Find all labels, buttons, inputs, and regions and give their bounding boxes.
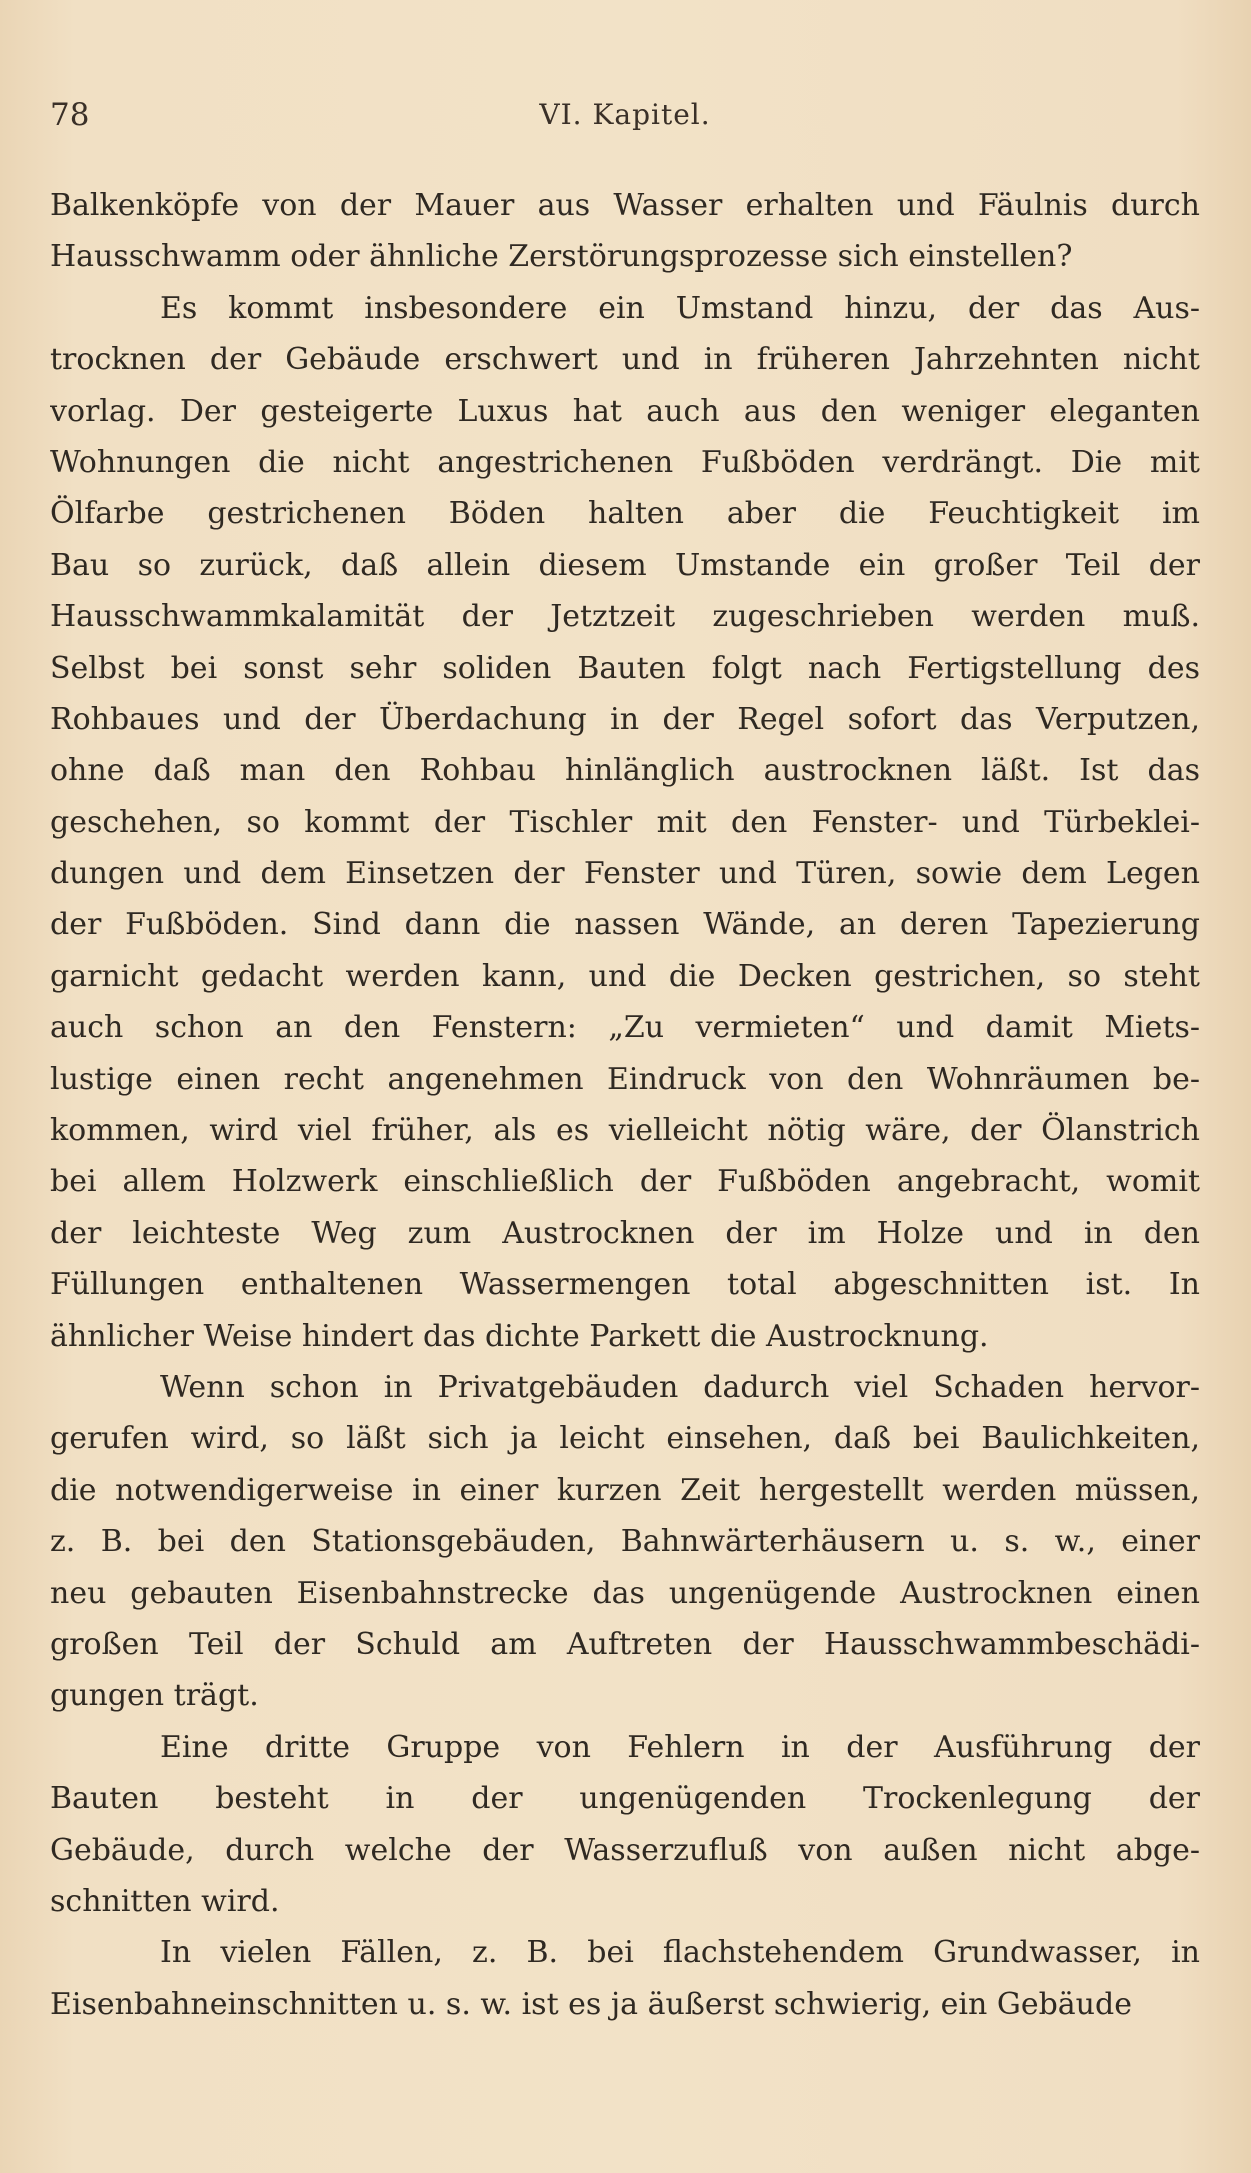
text-line: Wenn schon in Privatgebäuden dadurch viel Schaden hervor- (160, 1369, 1200, 1405)
paragraph (50, 1722, 1200, 1928)
text-line: der Fußböden. Sind dann die nassen Wände, an deren Tapezierung (50, 907, 1200, 943)
text-line: dungen und dem Einsetzen der Fenster und Türen, sowie dem Legen (50, 856, 1200, 892)
text-line: Ölfarbe gestrichenen Böden halten aber die Feuchtigkeit im (50, 496, 1200, 532)
text-line: lustige einen recht angenehmen Eindruck von den Wohnräumen be- (50, 1061, 1200, 1097)
text-line: gerufen wird, so läßt sich ja leicht einsehen, daß bei Baulichkeiten, (50, 1421, 1200, 1457)
text-line: Eine dritte Gruppe von Fehlern in der Ausführung der (160, 1729, 1200, 1765)
text-line: neu gebauten Eisenbahnstrecke das ungenügende Austrocknen einen (50, 1575, 1200, 1611)
text-line: schnitten wird. (50, 1883, 280, 1919)
text-line: trocknen der Gebäude erschwert und in früheren Jahrzehnten nicht (50, 342, 1200, 378)
text-line: Wohnungen die nicht angestrichenen Fußböden verdrängt. Die mit (50, 444, 1200, 480)
text-line: großen Teil der Schuld am Auftreten der Hausschwammbeschädi- (50, 1626, 1200, 1662)
text-line: vorlag. Der gesteigerte Luxus hat auch aus den weniger eleganten (50, 393, 1200, 429)
paragraph (50, 283, 1200, 1362)
running-head: VI. Kapitel. (539, 98, 711, 131)
text-line: z. B. bei den Stationsgebäuden, Bahnwärterhäusern u. s. w., einer (50, 1524, 1200, 1560)
text-line: Es kommt insbesondere ein Umstand hinzu, der das Aus- (160, 290, 1200, 326)
text-line: Gebäude, durch welche der Wasserzufluß von außen nicht abge- (50, 1832, 1200, 1868)
page-number: 78 (50, 97, 90, 133)
text-line: ohne daß man den Rohbau hinlänglich austrocknen läßt. Ist das (50, 753, 1200, 789)
text-line: gungen trägt. (50, 1678, 259, 1714)
text-line: Hausschwammkalamität der Jetztzeit zugeschrieben werden muß. (50, 599, 1200, 635)
text-line: Bauten besteht in der ungenügenden Trockenlegung der (50, 1781, 1200, 1817)
text-line: bei allem Holzwerk einschließlich der Fußböden angebracht, womit (50, 1164, 1200, 1200)
body-text (50, 180, 1200, 2030)
text-line: In vielen Fällen, z. B. bei flachstehendem Grundwasser, in (160, 1935, 1200, 1971)
paragraph (50, 1362, 1200, 1722)
text-line: kommen, wird viel früher, als es vielleicht nötig wäre, der Ölanstrich (50, 1113, 1200, 1149)
paragraph (50, 1927, 1200, 2030)
text-line: Rohbaues und der Überdachung in der Regel sofort das Verputzen, (50, 701, 1200, 737)
text-line: geschehen, so kommt der Tischler mit den Fenster- und Türbeklei- (50, 804, 1200, 840)
text-line: Selbst bei sonst sehr soliden Bauten folgt nach Fertigstellung des (50, 650, 1200, 686)
paragraph (50, 180, 1200, 283)
text-line: ähnlicher Weise hindert das dichte Parkett die Austrocknung. (50, 1318, 989, 1354)
text-line: auch schon an den Fenstern: „Zu vermieten“ und damit Miets- (50, 1010, 1200, 1046)
text-line: Balkenköpfe von der Mauer aus Wasser erhalten und Fäulnis durch (50, 188, 1200, 223)
text-line: die notwendigerweise in einer kurzen Zeit hergestellt werden müssen, (50, 1472, 1200, 1508)
text-line: der leichteste Weg zum Austrocknen der im Holze und in den (50, 1215, 1200, 1251)
text-line: garnicht gedacht werden kann, und die Decken gestrichen, so steht (50, 958, 1200, 994)
text-line: Bau so zurück, daß allein diesem Umstande ein großer Teil der (50, 547, 1200, 583)
text-line: Hausschwamm oder ähnliche Zerstörungsprozesse sich einstellen? (50, 239, 1073, 275)
text-line: Eisenbahneinschnitten u. s. w. ist es ja äußerst schwierig, ein Gebäude (50, 1986, 1132, 2022)
text-line: Füllungen enthaltenen Wassermengen total abgeschnitten ist. In (50, 1267, 1200, 1303)
page-header (50, 95, 1200, 145)
